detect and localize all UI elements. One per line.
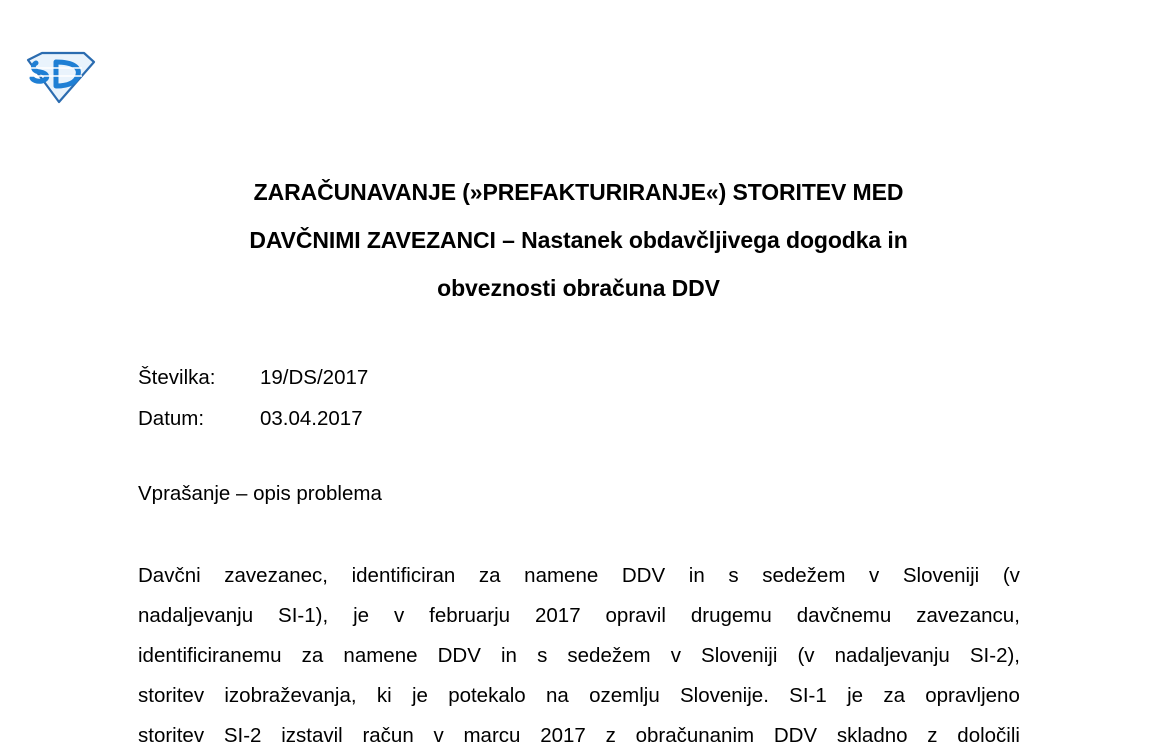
document-meta — [138, 357, 368, 439]
body-line-1: Davčni zavezanec, identificiran za namene DDV in s sedežem v Sloveniji (v — [138, 564, 1020, 587]
number-label: Številka: — [138, 366, 216, 389]
number-value: 19/DS/2017 — [260, 366, 369, 389]
date-value: 03.04.2017 — [260, 407, 363, 430]
section-heading: Vprašanje – opis problema — [138, 482, 382, 505]
date-label: Datum: — [138, 407, 205, 430]
body-line-4: storitev izobraževanja, ki je potekalo na ozemlju Slovenije. SI-1 je za opravljeno — [138, 684, 1020, 707]
body-line-3: identificiranemu za namene DDV in s sedežem v Sloveniji (v nadaljevanju SI-2), — [138, 644, 1020, 667]
title-line-3: obveznosti obračuna DDV — [437, 275, 720, 301]
body-paragraph — [138, 556, 1020, 743]
body-line-2: nadaljevanju SI-1), je v februarju 2017 opravil drugemu davčnemu zavezancu, — [138, 604, 1020, 627]
title-line-2: DAVČNIMI ZAVEZANCI – Nastanek obdavčljivega dogodka in — [249, 227, 908, 253]
title-line-1: ZARAČUNAVANJE (»PREFAKTURIRANJE«) STORITEV MED — [253, 179, 904, 205]
document-title — [0, 168, 1157, 312]
sd-logo-icon — [22, 50, 96, 104]
body-line-5: storitev SI-2 izstavil račun v marcu 2017 z obračunanim DDV skladno z določili — [138, 724, 1020, 743]
meta-date-row — [138, 398, 368, 439]
meta-number-row — [138, 357, 368, 398]
